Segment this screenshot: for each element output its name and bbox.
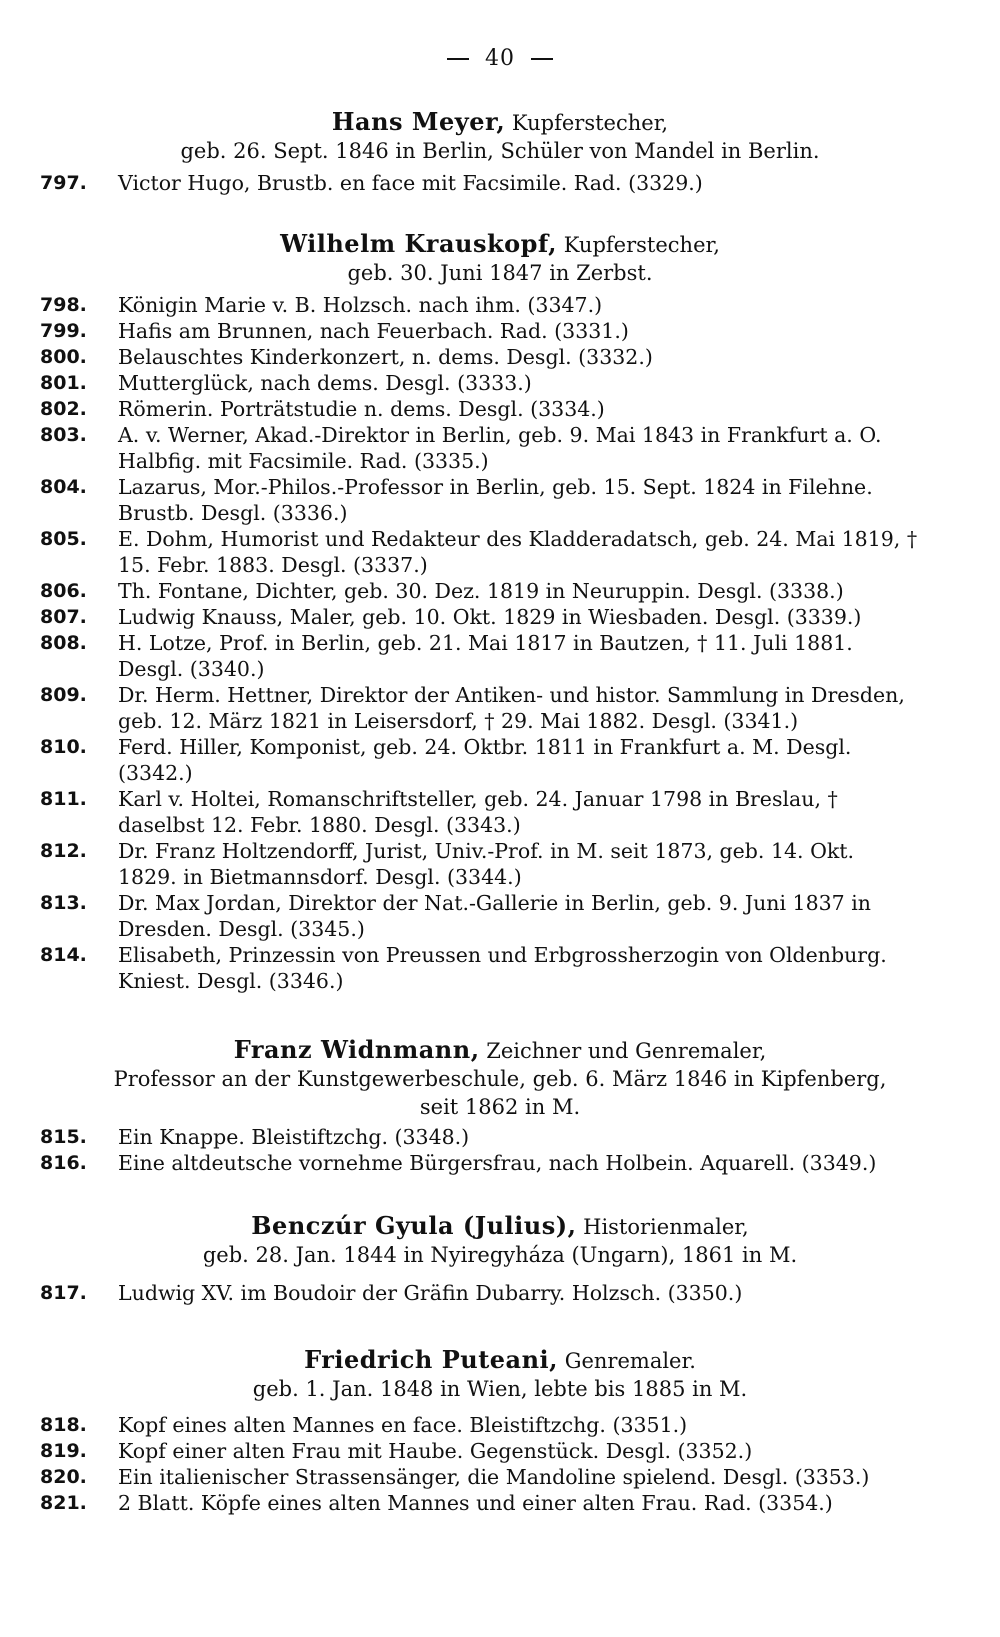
- entry-number: 808.: [40, 632, 87, 654]
- artist-heading: [40, 1346, 960, 1403]
- entry-text: Königin Marie v. B. Holzsch. nach ihm. (3347.): [118, 293, 603, 317]
- artist-info: Professor an der Kunstgewerbeschule, geb. 6. März 1846 in Kipfenberg,: [113, 1067, 887, 1091]
- page-number: [0, 46, 1000, 71]
- entry-text: Dr. Herm. Hettner, Direktor der Antiken- und histor. Sammlung in Dresden, geb. 12. März 1821 in Leisersdorf, † 29. Mai 1882. Desgl. (3341.): [118, 683, 905, 733]
- entry-number: 803.: [40, 424, 87, 446]
- entry-number: 804.: [40, 476, 87, 498]
- catalog-entry: [0, 1490, 1000, 1516]
- entry-text: Belauschtes Kinderkonzert, n. dems. Desgl. (3332.): [118, 345, 653, 369]
- catalog-entry: [0, 682, 1000, 734]
- catalog-entry: [0, 318, 1000, 344]
- entry-text: Ludwig XV. im Boudoir der Gräfin Dubarry. Holzsch. (3350.): [118, 1281, 743, 1305]
- catalog-entry: [0, 170, 1000, 196]
- entry-number: 806.: [40, 580, 87, 602]
- artist-info: geb. 28. Jan. 1844 in Nyiregyháza (Ungarn), 1861 in M.: [202, 1243, 798, 1267]
- entry-number: 814.: [40, 944, 87, 966]
- entry-number: 816.: [40, 1152, 87, 1174]
- entry-text: H. Lotze, Prof. in Berlin, geb. 21. Mai 1817 in Bautzen, † 11. Juli 1881. Desgl. (3340.): [118, 631, 853, 681]
- entry-number: 812.: [40, 840, 87, 862]
- entry-text: A. v. Werner, Akad.-Direktor in Berlin, geb. 9. Mai 1843 in Frankfurt a. O. Halbfig. mit Facsimile. Rad. (3335.): [118, 423, 882, 473]
- entry-number: 820.: [40, 1466, 87, 1488]
- catalog-entry: [0, 1438, 1000, 1464]
- entry-number: 809.: [40, 684, 87, 706]
- catalog-entry: [0, 786, 1000, 838]
- catalog-entry: [0, 292, 1000, 318]
- catalog-entry: [0, 578, 1000, 604]
- entry-number: 819.: [40, 1440, 87, 1462]
- entry-number: 797.: [40, 172, 87, 194]
- catalog-entry: [0, 1464, 1000, 1490]
- artist-heading: [40, 108, 960, 165]
- entry-text: Ein italienischer Strassensänger, die Mandoline spielend. Desgl. (3353.): [118, 1465, 870, 1489]
- catalog-entry: [0, 1412, 1000, 1438]
- entry-text: Eine altdeutsche vornehme Bürgersfrau, nach Holbein. Aquarell. (3349.): [118, 1151, 877, 1175]
- entry-number: 799.: [40, 320, 87, 342]
- artist-info: seit 1862 in M.: [419, 1095, 581, 1119]
- entry-list: [0, 170, 1000, 196]
- catalog-entry: [0, 422, 1000, 474]
- entry-number: 813.: [40, 892, 87, 914]
- artist-name: Wilhelm Krauskopf,: [280, 229, 558, 258]
- catalog-entry: [0, 474, 1000, 526]
- catalog-entry: [0, 942, 1000, 994]
- catalog-entry: [0, 1124, 1000, 1150]
- entry-number: 817.: [40, 1282, 87, 1304]
- entry-text: Kopf einer alten Frau mit Haube. Gegenstück. Desgl. (3352.): [118, 1439, 753, 1463]
- entry-text: Karl v. Holtei, Romanschriftsteller, geb. 24. Januar 1798 in Breslau, † daselbst 12. Febr. 1880. Desgl. (3343.): [118, 787, 838, 837]
- entry-number: 811.: [40, 788, 87, 810]
- catalog-entry: [0, 630, 1000, 682]
- artist-info: geb. 26. Sept. 1846 in Berlin, Schüler von Mandel in Berlin.: [180, 139, 820, 163]
- artist-heading: [40, 1212, 960, 1269]
- catalog-entry: [0, 370, 1000, 396]
- dash-right: [531, 58, 553, 60]
- entry-number: 810.: [40, 736, 87, 758]
- catalog-entry: [0, 396, 1000, 422]
- artist-heading: [40, 230, 960, 287]
- entry-number: 805.: [40, 528, 87, 550]
- artist-name: Hans Meyer,: [331, 107, 506, 136]
- entry-text: Ferd. Hiller, Komponist, geb. 24. Oktbr. 1811 in Frankfurt a. M. Desgl. (3342.): [118, 735, 852, 785]
- artist-heading: [40, 1036, 960, 1121]
- entry-number: 821.: [40, 1492, 87, 1514]
- entry-list: [0, 1280, 1000, 1306]
- artist-name: Benczúr Gyula (Julius),: [251, 1211, 577, 1240]
- catalog-entry: [0, 1150, 1000, 1176]
- entry-text: Römerin. Porträtstudie n. dems. Desgl. (3334.): [118, 397, 605, 421]
- artist-role: Zeichner und Genremaler,: [479, 1039, 767, 1063]
- entry-text: Th. Fontane, Dichter, geb. 30. Dez. 1819 in Neuruppin. Desgl. (3338.): [118, 579, 844, 603]
- entry-text: Elisabeth, Prinzessin von Preussen und Erbgrossherzogin von Oldenburg. Kniest. Desgl. (3346.): [118, 943, 887, 993]
- entry-list: [0, 1124, 1000, 1176]
- catalog-entry: [0, 734, 1000, 786]
- entry-list: [0, 292, 1000, 994]
- entry-number: 815.: [40, 1126, 87, 1148]
- artist-name: Franz Widnmann,: [233, 1035, 480, 1064]
- artist-role: Historienmaler,: [576, 1215, 749, 1239]
- entry-text: Mutterglück, nach dems. Desgl. (3333.): [118, 371, 532, 395]
- artist-role: Genremaler.: [558, 1349, 696, 1373]
- entry-text: E. Dohm, Humorist und Redakteur des Kladderadatsch, geb. 24. Mai 1819, † 15. Febr. 1883. Desgl. (3337.): [118, 527, 918, 577]
- entry-number: 802.: [40, 398, 87, 420]
- entry-text: Kopf eines alten Mannes en face. Bleistiftzchg. (3351.): [118, 1413, 688, 1437]
- entry-text: Ludwig Knauss, Maler, geb. 10. Okt. 1829 in Wiesbaden. Desgl. (3339.): [118, 605, 862, 629]
- catalog-entry: [0, 838, 1000, 890]
- artist-info: geb. 1. Jan. 1848 in Wien, lebte bis 1885 in M.: [252, 1377, 748, 1401]
- entry-text: 2 Blatt. Köpfe eines alten Mannes und einer alten Frau. Rad. (3354.): [118, 1491, 833, 1515]
- artist-name: Friedrich Puteani,: [304, 1345, 559, 1374]
- entry-text: Victor Hugo, Brustb. en face mit Facsimile. Rad. (3329.): [118, 171, 703, 195]
- entry-text: Dr. Max Jordan, Direktor der Nat.-Gallerie in Berlin, geb. 9. Juni 1837 in Dresden. Desgl. (3345.): [118, 891, 871, 941]
- catalog-entry: [0, 526, 1000, 578]
- catalog-entry: [0, 604, 1000, 630]
- artist-role: Kupferstecher,: [557, 233, 720, 257]
- page-number-text: 40: [485, 46, 515, 71]
- entry-text: Dr. Franz Holtzendorff, Jurist, Univ.-Prof. in M. seit 1873, geb. 14. Okt. 1829. in Bietmannsdorf. Desgl. (3344.): [118, 839, 855, 889]
- entry-text: Ein Knappe. Bleistiftzchg. (3348.): [118, 1125, 470, 1149]
- artist-role: Kupferstecher,: [505, 111, 669, 135]
- entry-number: 818.: [40, 1414, 87, 1436]
- artist-info: geb. 30. Juni 1847 in Zerbst.: [347, 261, 653, 285]
- entry-number: 800.: [40, 346, 87, 368]
- entry-number: 807.: [40, 606, 87, 628]
- entry-number: 801.: [40, 372, 87, 394]
- entry-text: Lazarus, Mor.-Philos.-Professor in Berlin, geb. 15. Sept. 1824 in Filehne. Brustb. Desgl. (3336.): [118, 475, 873, 525]
- catalog-entry: [0, 1280, 1000, 1306]
- dash-left: [447, 58, 469, 60]
- entry-list: [0, 1412, 1000, 1516]
- entry-number: 798.: [40, 294, 87, 316]
- entry-text: Hafis am Brunnen, nach Feuerbach. Rad. (3331.): [118, 319, 629, 343]
- catalog-entry: [0, 344, 1000, 370]
- catalog-entry: [0, 890, 1000, 942]
